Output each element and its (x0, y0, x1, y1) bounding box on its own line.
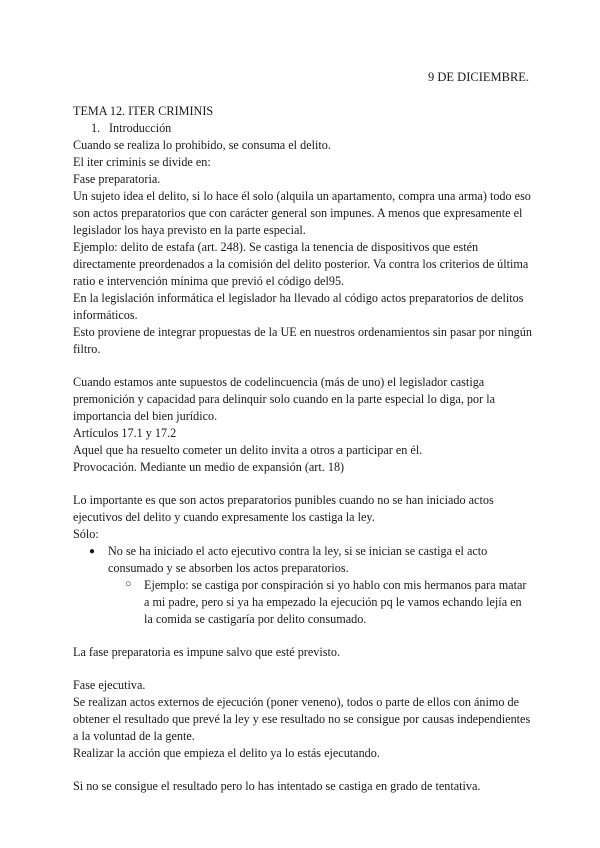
paragraph: Realizar la acción que empieza el delito ya lo estás ejecutando. (73, 746, 380, 760)
paragraph: En la legislación informática el legislador ha llevado al código actos preparatorios de delitos informáticos. (73, 291, 524, 322)
paragraph: Artículos 17.1 y 17.2 (73, 426, 177, 440)
paragraph: Cuando estamos ante supuestos de codelincuencia (más de uno) el legislador castiga premonición y capacidad para delinquir solo cuando en la parte especial lo diga, por la importancia del bien jurídico. (73, 375, 495, 423)
document-body (73, 103, 533, 795)
paragraph: Esto proviene de integrar propuestas de la UE en nuestros ordenamientos sin pasar por ningún filtro. (73, 325, 532, 356)
list-number: 1. (91, 121, 101, 135)
paragraph: Ejemplo: delito de estafa (art. 248). Se castiga la tenencia de dispositivos que estén directamente preordenados a la comisión del delito posterior. Va contra los criterios de última ratio e intervención mínima que previó el código del95. (73, 240, 529, 288)
spacer (73, 358, 533, 374)
paragraph: Un sujeto idea el delito, si lo hace él solo (alquila un apartamento, compra una arma) todo eso son actos preparatorios que con carácter general son impunes. A menos que expresamente el legislador los haya previsto en la parte especial. (73, 189, 531, 237)
paragraph: Se realizan actos externos de ejecución (poner veneno), todos o parte de ellos con ánimo de obtener el resultado que prevé la ley y ese resultado no se consigue por causas independientes a la voluntad de la gente. (73, 695, 531, 743)
paragraph: Sólo: (73, 527, 99, 541)
spacer (73, 628, 533, 644)
spacer (73, 476, 533, 492)
filled-circle-icon: ● (89, 546, 96, 557)
paragraph: Fase preparatoria. (73, 172, 161, 186)
paragraph: Provocación. Mediante un medio de expansión (art. 18) (73, 460, 345, 474)
bullet-text: No se ha iniciado el acto ejecutivo contra la ley, si se inician se castiga el acto consumado y se absorben los actos preparatorios. (108, 544, 488, 575)
paragraph: La fase preparatoria es impune salvo que esté previsto. (73, 645, 341, 659)
paragraph: Lo importante es que son actos preparatorios punibles cuando no se han iniciado actos ejecutivos del delito y cuando expresamente los castiga la ley. (73, 493, 494, 524)
paragraph: Cuando se realiza lo prohibido, se consuma el delito. (73, 138, 331, 152)
spacer (73, 661, 533, 677)
spacer (73, 762, 533, 778)
sub-bullet-item (125, 577, 533, 628)
hollow-circle-icon: ○ (125, 578, 132, 590)
section-heading-introduccion: Introducción (109, 121, 172, 135)
document-title: TEMA 12. ITER CRIMINIS (73, 104, 214, 118)
bullet-list (73, 543, 533, 628)
paragraph: Si no se consigue el resultado pero lo has intentado se castiga en grado de tentativa. (73, 779, 481, 793)
sub-bullet-text: Ejemplo: se castiga por conspiración si yo hablo con mis hermanos para matar a mi padre, pero si ya ha empezado la ejecución pq le vamos echando lejía en la comida se castigaría por delito consumado. (144, 578, 527, 626)
paragraph: El iter criminis se divide en: (73, 155, 211, 169)
paragraph: Fase ejecutiva. (73, 678, 146, 692)
sub-bullet-list (108, 577, 533, 628)
paragraph: Aquel que ha resuelto cometer un delito invita a otros a participar en él. (73, 443, 423, 457)
document-date: 9 DE DICIEMBRE. (428, 70, 530, 84)
bullet-item (89, 543, 533, 628)
numbered-item-introduccion (73, 120, 533, 137)
